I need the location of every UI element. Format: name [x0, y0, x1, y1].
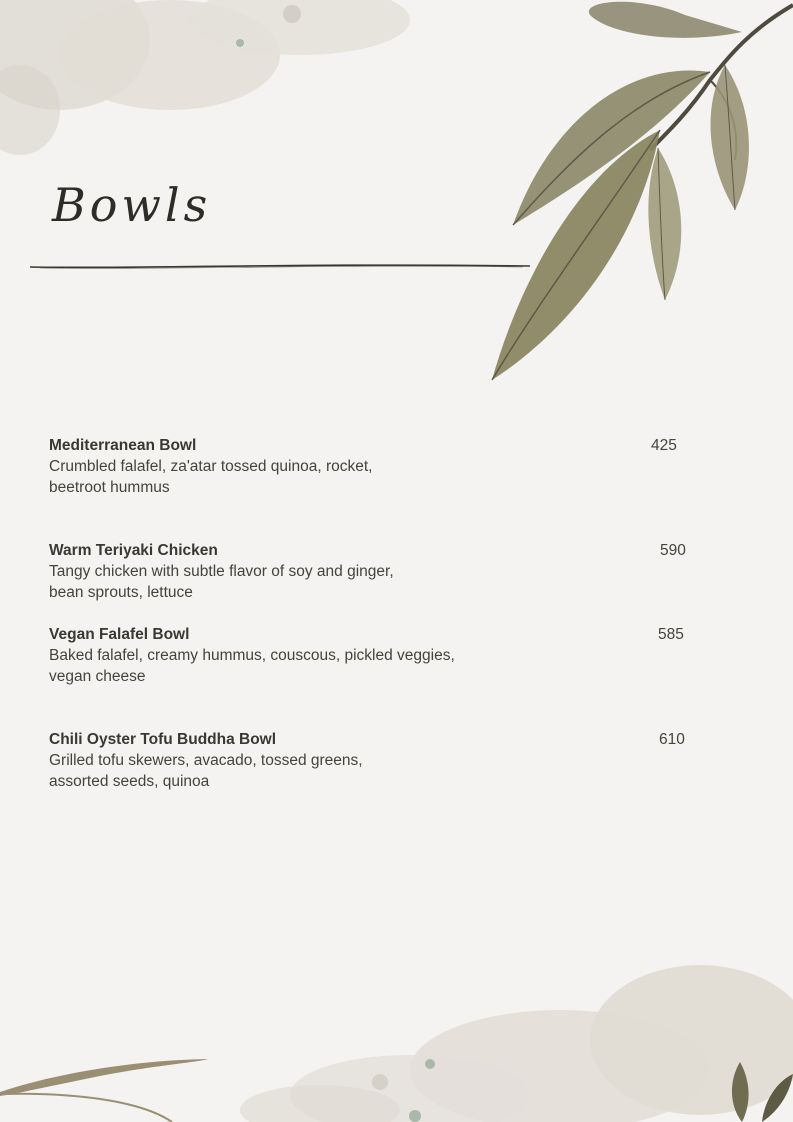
leaf-branch-decoration [480, 0, 793, 390]
page-title: Bowls [52, 178, 212, 232]
watercolor-wash-top-left [0, 0, 420, 170]
item-price: 425 [651, 437, 677, 454]
item-description: Crumbled falafel, za'atar tossed quinoa, rocket, beetroot hummus [49, 458, 373, 496]
menu-item [49, 540, 749, 603]
item-name: Mediterranean Bowl [49, 437, 197, 454]
item-price: 610 [659, 731, 685, 748]
item-price: 585 [658, 626, 684, 643]
item-description: Tangy chicken with subtle flavor of soy and ginger, bean sprouts, lettuce [49, 563, 394, 601]
title-underline [28, 258, 533, 274]
item-name: Warm Teriyaki Chicken [49, 542, 218, 559]
item-name: Vegan Falafel Bowl [49, 626, 190, 643]
item-description: Grilled tofu skewers, avacado, tossed greens, assorted seeds, quinoa [49, 752, 363, 790]
item-price: 590 [660, 542, 686, 559]
leaf-decoration-bottom-right [728, 1062, 793, 1122]
menu-item [49, 435, 749, 498]
item-name: Chili Oyster Tofu Buddha Bowl [49, 731, 277, 748]
item-description: Baked falafel, creamy hummus, couscous, pickled veggies, vegan cheese [49, 647, 455, 685]
menu-item [49, 624, 749, 687]
watercolor-wash-bottom [230, 960, 793, 1122]
flourish-bottom-left [0, 1050, 220, 1122]
menu-item [49, 729, 749, 792]
